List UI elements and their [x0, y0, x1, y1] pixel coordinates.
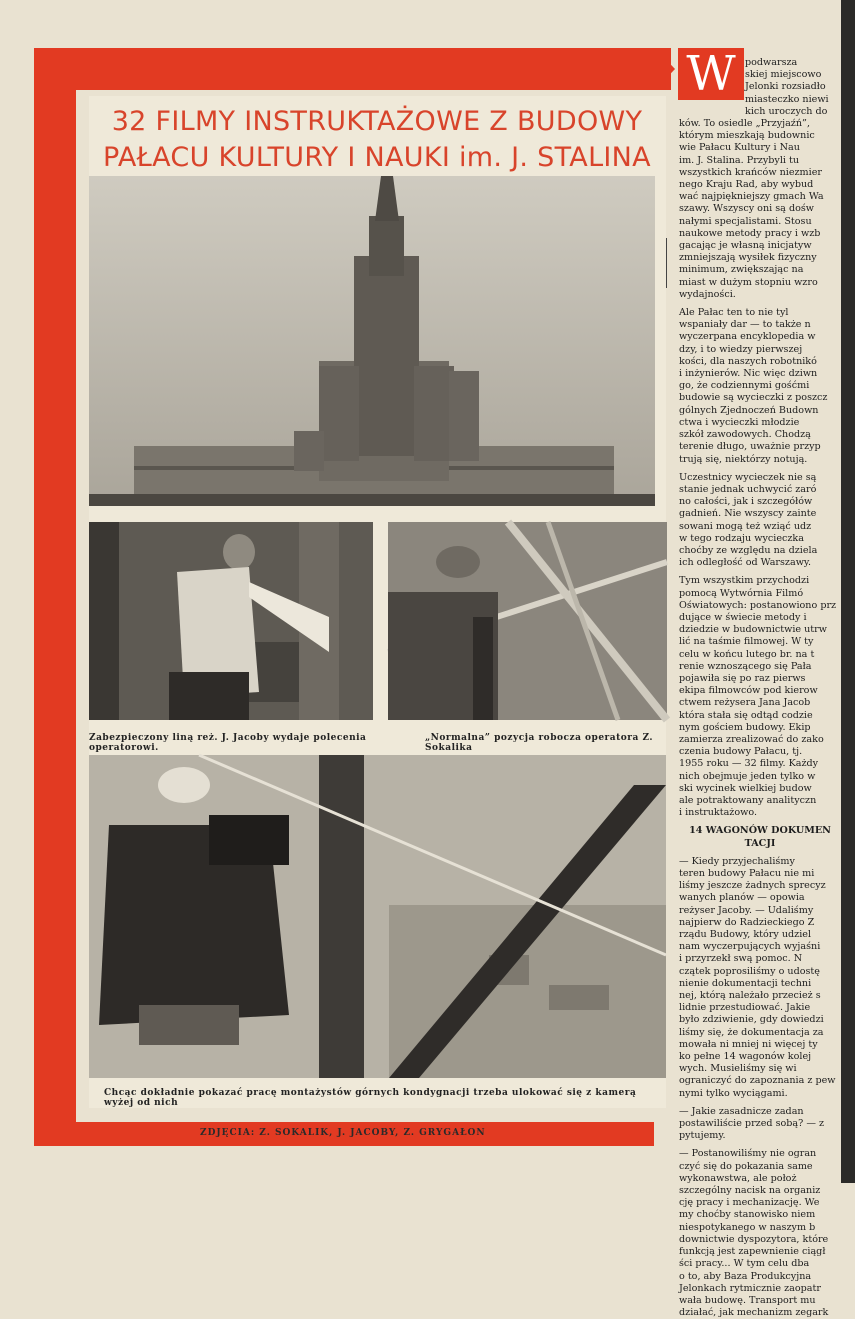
cameraman-photo: [89, 755, 666, 1078]
caption-cameraman: Chcąc dokładnie pokazać pracę montażystów górnych kondygnacji trzeba ulokować się z kamerą wyżej od nich: [104, 1088, 637, 1108]
red-frame-arrow: [655, 48, 675, 90]
paragraph-3: Uczestnicy wycieczek nie są stanie jednak uchwycić zaró no całości, jak i szczegółów gadnień. Nie wszyscy zainte sowani mogą też wziąć udz w tego rodzaju wycieczka choćby ze względu na dziela ich odległość od Warszawy.: [679, 471, 818, 569]
red-frame-top: [34, 48, 671, 90]
paragraph-1: podwarsza skiej miejscowo Jelonki rozsiadło miasteczko niewi kich uroczych do ków. To osiedle „Przyjaźń”, którym mieszkają budownic wie Pałacu Kultury i Nau im. J. Stalina. Przybyli tu wszystkich krańców niezmier nego Kraju Rad, aby wybud wać najpiękniejszy gmach Wa szawy. Wszyscy oni są dośw nałymi specjalistami. Stosu naukowe metody pracy i wzb gacając je własną inicjatyw zmniejszają wysiłek fizyczny minimum, zwiększając na miast w dużym stopniu wzro wydajności.: [679, 57, 829, 300]
caption-director: Zabezpieczony liną reż. J. Jacoby wydaje polecenia operatorowi.: [89, 733, 367, 753]
photo-credit: ZDJĘCIA: Z. SOKALIK, J. JACOBY, Z. GRYGAŁON: [200, 1128, 486, 1138]
margin-mark: [666, 238, 667, 288]
palace-illustration: [89, 176, 655, 506]
palace-photo: [89, 176, 655, 506]
article-title: [97, 104, 657, 176]
paragraph-6: — Jakie zasadnicze zadan postawiliście przed sobą? — z pytujemy.: [679, 1105, 825, 1142]
director-photo: [89, 522, 373, 720]
paragraph-2: Ale Pałac ten to nie tyl wspaniały dar — to także n wyczerpana encyklopedia w dzy, i to wiedzy pierwszej kości, dla naszych robotnikó i inżynierów. Nic więc dziwn go, że codziennymi gośćmi budowie są wycieczki z poszcz gólnych Zjednoczeń Budown ctwa i wycieczki młodzie szkół zawodowych. Chodzą terenie długo, uważnie przyp trują się, niektórzy notują.: [679, 307, 828, 465]
page-edge: [841, 0, 855, 1183]
operator-photo: [388, 522, 667, 720]
article-column: [679, 57, 841, 1319]
operator-illustration: [388, 522, 667, 720]
paragraph-4: Tym wszystkim przychodzi pomocą Wytwórnia Filmó Oświatowych: postanowiono prz dujące w świecie metody i dziedzie w budownictwie utrw lić na taśmie filmowej. W ty celu w końcu lutego br. na t renie wznoszącego się Pała pojawiła się po raz pierws ekipa filmowców pod kierow ctwem reżysera Jana Jacob która stała się odtąd codzie nym gościem budowy. Ekip zamierza zrealizować do zako czenia budowy Pałacu, tj. 1955 roku — 32 filmy. Każdy nich obejmuje jeden tylko w ski wycinek wielkiej budow ale potraktowany analityczn i instruktażowo.: [679, 575, 837, 819]
section-heading: 14 WAGONÓW DOKUMEN TACJI: [689, 825, 831, 849]
title-line-1: 32 FILMY INSTRUKTAŻOWE Z BUDOWY: [111, 106, 643, 137]
paragraph-7: — Postanowiliśmy nie ogran czyć się do pokazania same wykonawstwa, ale położ szczególny nacisk na organiz cję pracy i mechanizację. We my choćby stanowisko niem niespotykanego w naszym b downictwie dyspozytora, które funkcją jest zapewnienie ciągł ści pracy... W tym celu dba o to, aby Baza Produkcyjna Jelonkach rytmicznie zaopatr wała budowę. Transport mu działać, jak mechanizm zegark: [679, 1148, 829, 1319]
drop-cap: W: [678, 48, 744, 100]
drop-cap-space: [679, 57, 745, 109]
cameraman-illustration: [89, 755, 666, 1078]
director-illustration: [89, 522, 373, 720]
paragraph-5: — Kiedy przyjechaliśmy teren budowy Pałacu nie mi liśmy jeszcze żadnych sprecyz wanych planów — opowia reżyser Jacoby. — Udaliśmy najpierw do Radzieckiego Z rządu Budowy, który udziel nam wyczerpujących wyjaśni i przyrzekł swą pomoc. N czątek poprosiliśmy o udostę nienie dokumentacji techni nej, którą należało przecież s lidnie przestudiować. Jakie było zdziwienie, gdy dowiedzi liśmy się, że dokumentacja za mowała ni mniej ni więcej ty ko pełne 14 wagonów kolej wych. Musieliśmy się wi ograniczyć do zapoznania z pew nymi tylko wyciągami.: [679, 855, 836, 1099]
caption-operator: „Normalna” pozycja robocza operatora Z. Sokalika: [425, 733, 654, 753]
title-line-2: PAŁACU KULTURY I NAUKI im. J. STALINA: [103, 142, 651, 173]
red-frame-left: [34, 48, 76, 1146]
